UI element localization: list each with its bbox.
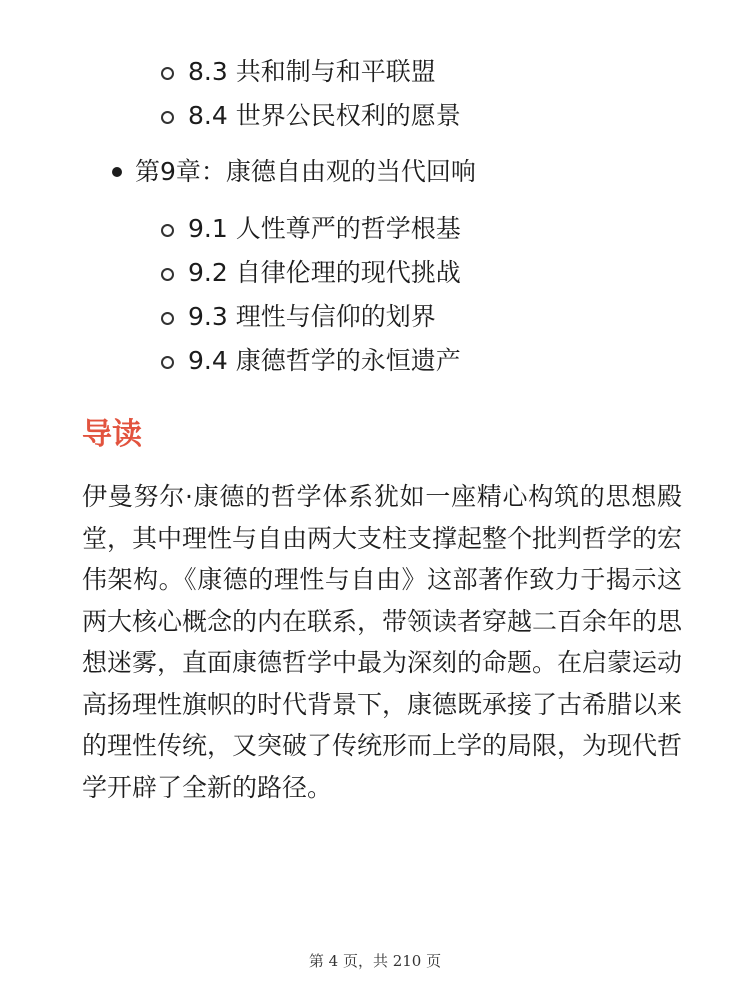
hollow-circle-bullet-icon: [161, 111, 174, 124]
hollow-circle-bullet-icon: [161, 224, 174, 237]
chapter-8-subsection-list: [0, 50, 750, 138]
toc-item-9-1[interactable]: [0, 207, 750, 251]
hollow-circle-bullet-icon: [161, 67, 174, 80]
toc-item-9-2[interactable]: [0, 251, 750, 295]
toc-item-9-3[interactable]: [0, 295, 750, 339]
page-number-footer: 第 4 页，共 210 页: [308, 952, 442, 970]
toc-item-label: 9.1 人性尊严的哲学根基: [188, 214, 461, 243]
toc-item-9-4[interactable]: [0, 339, 750, 383]
toc-item-label: 8.3 共和制与和平联盟: [188, 57, 436, 86]
toc-chapter-label: 第9章：康德自由观的当代回响: [135, 157, 476, 186]
hollow-circle-bullet-icon: [161, 312, 174, 325]
toc-item-8-3[interactable]: [0, 50, 750, 94]
chapter-9-subsection-list: [0, 207, 750, 383]
toc-item-8-4[interactable]: [0, 94, 750, 138]
hollow-circle-bullet-icon: [161, 356, 174, 369]
section-heading-intro: 导读: [82, 417, 142, 452]
filled-dot-bullet-icon: [112, 167, 122, 177]
intro-paragraph: 伊曼努尔·康德的哲学体系犹如一座精心构筑的思想殿堂，其中理性与自由两大支柱支撑起整个批判哲学的宏伟架构。《康德的理性与自由》这部著作致力于揭示这两大核心概念的内在联系，带领读者穿越二百余年的思想迷雾，直面康德哲学中最为深刻的命题。在启蒙运动高扬理性旗帜的时代背景下，康德既承接了古希腊以来的理性传统，又突破了传统形而上学的局限，为现代哲学开辟了全新的路径。: [82, 482, 683, 802]
toc-item-label: 9.4 康德哲学的永恒遗产: [188, 346, 461, 375]
hollow-circle-bullet-icon: [161, 268, 174, 281]
toc-item-label: 9.2 自律伦理的现代挑战: [188, 258, 461, 287]
toc-chapter-9[interactable]: [0, 150, 750, 194]
toc-item-label: 9.3 理性与信仰的划界: [188, 302, 436, 331]
toc-item-label: 8.4 世界公民权利的愿景: [188, 101, 461, 130]
